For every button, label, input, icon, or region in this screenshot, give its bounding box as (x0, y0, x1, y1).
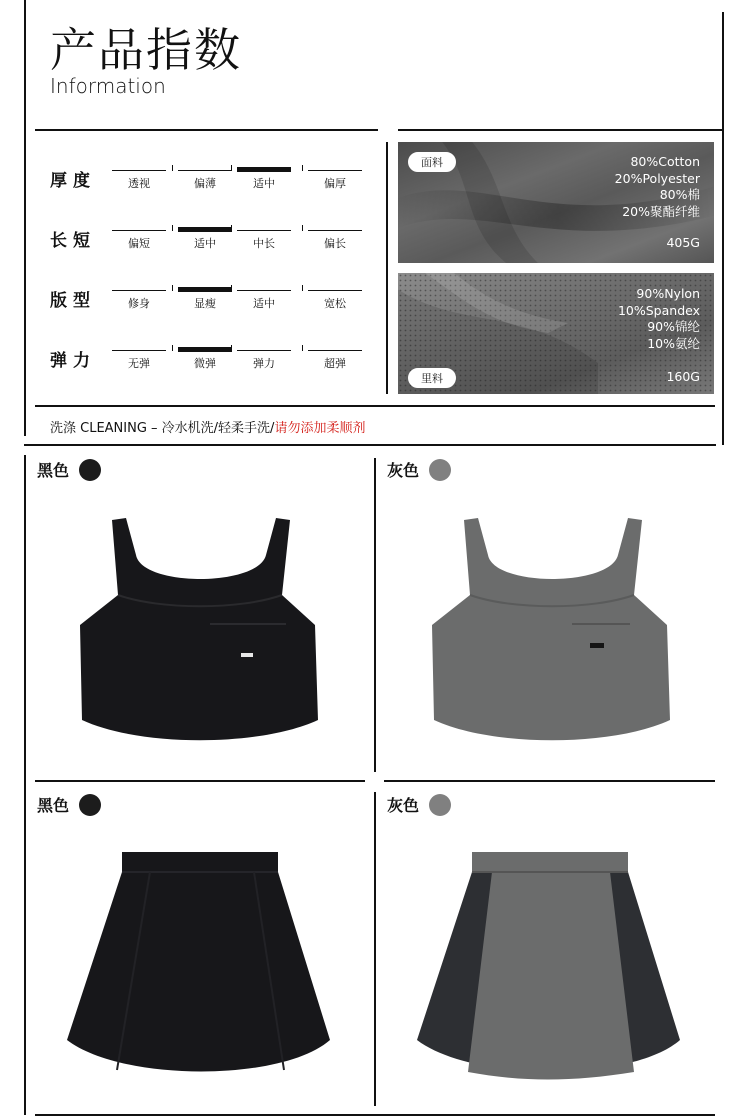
composition-line: 90%Nylon (636, 286, 700, 301)
gray-swatch-icon (429, 459, 451, 481)
outer-fabric-weight: 405G (666, 235, 700, 250)
lining-fabric-panel (398, 273, 714, 394)
composition-line: 20%聚酯纤维 (622, 203, 700, 219)
grid-left-line (24, 455, 26, 1115)
color-label-black-top (37, 458, 101, 481)
scale-tick (172, 345, 173, 351)
scale-option-label: 无弹 (128, 357, 150, 370)
lining-fabric-composition (618, 286, 700, 352)
divider-left (35, 129, 378, 131)
black-cami-top-image (70, 515, 330, 750)
scale-bar (178, 227, 232, 232)
grid-bottom-line (35, 1114, 715, 1116)
scale-bar (237, 230, 291, 231)
page-subtitle: Information (50, 74, 166, 98)
scale-option-label: 中长 (253, 237, 275, 250)
scale-bar (178, 347, 232, 352)
grid-center-line-bottom (374, 792, 376, 1106)
index-row-label: 版型 (50, 291, 96, 311)
index-fabric-separator (386, 142, 388, 394)
scale-option-label: 偏长 (324, 237, 346, 250)
index-row-label: 弹力 (50, 351, 96, 371)
gray-skirt-image (412, 850, 687, 1085)
color-name: 灰色 (387, 461, 420, 480)
scale-tick (172, 165, 173, 171)
scale-tick (302, 345, 303, 351)
cleaning-text: 洗涤 CLEANING – 冷水机洗/轻柔手洗/ (50, 421, 275, 436)
scale-tick (231, 345, 232, 351)
color-label-black-bottom (37, 793, 101, 816)
page-title: 产品指数 (50, 23, 242, 77)
cleaning-bottom-line (24, 444, 716, 446)
lining-fabric-weight: 160G (666, 369, 700, 384)
scale-tick (302, 225, 303, 231)
outer-fabric-tag: 面料 (408, 152, 456, 172)
scale-tick (172, 225, 173, 231)
scale-option-label: 偏厚 (324, 177, 346, 190)
color-name: 灰色 (387, 796, 420, 815)
scale-option-label: 适中 (253, 297, 275, 310)
color-label-gray-bottom (387, 793, 451, 816)
scale-option-label: 偏薄 (194, 177, 216, 190)
cleaning-warning: 请勿添加柔顺剂 (274, 421, 366, 436)
scale-option-label: 超弹 (324, 357, 346, 370)
color-name: 黑色 (37, 796, 70, 815)
scale-bar (112, 170, 166, 171)
scale-tick (172, 285, 173, 291)
scale-tick (302, 285, 303, 291)
scale-option-label: 偏短 (128, 237, 150, 250)
scale-bar (308, 170, 362, 171)
scale-option-label: 显瘦 (194, 297, 216, 310)
scale-bar (112, 230, 166, 231)
composition-line: 10%Spandex (617, 302, 700, 318)
cleaning-top-line (35, 405, 715, 407)
grid-center-line-top (374, 458, 376, 772)
scale-tick (231, 165, 232, 171)
color-label-gray-top (387, 458, 451, 481)
frame-right-line (722, 12, 724, 445)
scale-bar (308, 230, 362, 231)
outer-fabric-composition (615, 154, 700, 220)
index-row-label: 长短 (50, 231, 96, 251)
scale-option-label: 适中 (253, 177, 275, 190)
grid-mid-line-left (35, 780, 365, 782)
scale-bar (112, 350, 166, 351)
gray-cami-top-image (422, 515, 682, 750)
scale-bar (237, 167, 291, 172)
scale-option-label: 适中 (194, 237, 216, 250)
composition-line: 80%棉 (659, 187, 700, 202)
scale-option-label: 修身 (128, 297, 150, 310)
composition-line: 20%Polyester (614, 170, 700, 186)
index-row-label: 厚度 (50, 171, 96, 191)
composition-line: 90%锦纶 (647, 319, 700, 334)
cleaning-instructions (50, 417, 365, 436)
grid-mid-line-right (384, 780, 715, 782)
scale-bar (308, 350, 362, 351)
composition-line: 80%Cotton (630, 154, 700, 169)
gray-swatch-icon (429, 794, 451, 816)
scale-option-label: 弹力 (253, 357, 275, 370)
scale-option-label: 透视 (128, 177, 150, 190)
lining-fabric-tag: 里料 (408, 368, 456, 388)
scale-tick (302, 165, 303, 171)
frame-left-line (24, 0, 26, 436)
black-skirt-image (62, 850, 337, 1085)
outer-fabric-panel (398, 142, 714, 263)
scale-tick (231, 225, 232, 231)
scale-option-label: 微弹 (194, 357, 216, 370)
black-swatch-icon (79, 794, 101, 816)
scale-bar (308, 290, 362, 291)
divider-right (398, 129, 724, 131)
black-swatch-icon (79, 459, 101, 481)
scale-bar (237, 350, 291, 351)
scale-option-label: 宽松 (324, 297, 346, 310)
color-name: 黑色 (37, 461, 70, 480)
composition-line: 10%氨纶 (647, 335, 700, 351)
scale-tick (231, 285, 232, 291)
scale-bar (178, 287, 232, 292)
scale-bar (237, 290, 291, 291)
scale-bar (178, 170, 232, 171)
scale-bar (112, 290, 166, 291)
